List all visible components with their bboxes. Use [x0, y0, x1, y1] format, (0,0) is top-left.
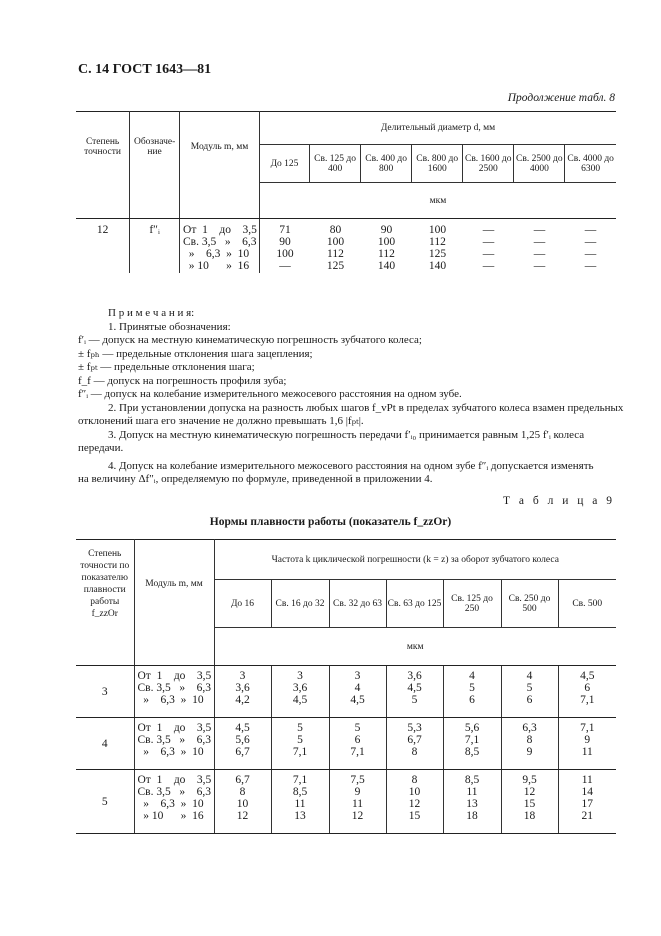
t8-cell: 140: [377, 260, 396, 272]
t8-cell: —: [482, 248, 495, 260]
t8-col-degree: Степень точности: [76, 112, 130, 183]
t8-diam-header: Св. 2500 до 4000: [514, 145, 565, 183]
t9-module-line: » 6,3 » 10: [137, 798, 204, 810]
t9-value-cell: 7,1 9 11: [558, 718, 616, 770]
t8-cell: —: [279, 260, 291, 272]
t9-value-cell: 5,3 6,7 8: [386, 718, 443, 770]
t8-col-designation: Обозначе-ние: [130, 112, 180, 183]
t9-module-line: » 10 » 16: [137, 810, 204, 822]
t9-value-cell: 8,5 11 13 18: [443, 770, 501, 834]
note-3-line2: передачи.: [78, 442, 124, 454]
t8-cell: —: [482, 260, 495, 272]
t9-value-cell: 4,5 6 7,1: [558, 666, 616, 718]
t9-module-line: » 6,3 » 10: [137, 694, 204, 706]
t9-unit: мкм: [214, 628, 616, 666]
t8-diam-header: До 125: [259, 145, 309, 183]
t9-value-cell: 5,6 7,1 8,5: [443, 718, 501, 770]
continuation-label: Продолжение табл. 8: [507, 92, 615, 104]
t9-group-header: Частота k циклической погрешности (k = z) за оборот зубчатого колеса: [214, 540, 616, 580]
t8-cell: 112: [327, 248, 344, 260]
t9-value-cell: 4 5 6: [501, 666, 558, 718]
t9-value-cell: 6,7 8 10 12: [214, 770, 271, 834]
t9-module-line: » 6,3 » 10: [137, 746, 204, 758]
notes: [78, 307, 624, 487]
page-header: С. 14 ГОСТ 1643—81: [78, 62, 212, 77]
t8-cell: —: [482, 236, 495, 248]
t8-cell: 71: [279, 224, 291, 236]
t8-module-line: Св. 3,5 » 6,3: [183, 236, 257, 248]
t9-modules: [134, 770, 214, 834]
t8-cell: 112: [429, 236, 446, 248]
t8-cell: 112: [378, 248, 395, 260]
t8-cell: 125: [326, 260, 345, 272]
t9-value-cell: 3 3,6 4,2: [214, 666, 271, 718]
table-9-label: Т а б л и ц а 9: [502, 495, 615, 507]
t8-diam-header: Св. 125 до 400: [310, 145, 361, 183]
note-3-line1: 3. Допуск на местную кинематическую погрешность передачи f′ᵢ₀ принимается равным 1,25 f′ᵢ колеса: [108, 428, 585, 441]
t9-module-line: От 1 до 3,5: [137, 670, 212, 682]
t8-cell: 125: [428, 248, 447, 260]
notes-title: П р и м е ч а н и я:: [108, 307, 195, 319]
t8-cell: 100: [326, 236, 345, 248]
t8-unit: мкм: [259, 183, 616, 219]
t8-cell: 140: [428, 260, 447, 272]
t8-cell: 100: [276, 248, 294, 260]
t9-freq-header: Св. 16 до 32: [271, 580, 329, 628]
t8-module-line: » 6,3 » 10: [183, 248, 250, 260]
t8-cell: —: [584, 224, 597, 236]
t9-freq-header: Св. 63 до 125: [386, 580, 443, 628]
t9-value-cell: 3 3,6 4,5: [271, 666, 329, 718]
t9-modules: [134, 666, 214, 718]
t9-freq-header: Св. 32 до 63: [329, 580, 386, 628]
t9-col-module: Модуль m, мм: [134, 540, 214, 628]
t9-value-cell: 6,3 8 9: [501, 718, 558, 770]
note-2-line1: 2. При установлении допуска на разность любых шагов f_vPt в пределах зубчатого колеса взамен предельных: [108, 401, 624, 414]
table-9: [76, 539, 616, 834]
t9-degree: 5: [76, 770, 134, 834]
t8-cell: —: [533, 260, 546, 272]
t8-diam-header: Св. 4000 до 6300: [565, 145, 616, 183]
t9-freq-header: До 16: [214, 580, 271, 628]
t8-cell: 90: [279, 236, 291, 248]
t8-degree: 12: [76, 219, 130, 273]
t9-modules: [134, 718, 214, 770]
t8-values: [259, 219, 616, 273]
t9-value-cell: 5 6 7,1: [329, 718, 386, 770]
t9-value-cell: 4 5 6: [443, 666, 501, 718]
t8-cell: 80: [329, 224, 342, 236]
note-1: 1. Принятые обозначения:: [108, 320, 231, 333]
t8-cell: —: [533, 236, 546, 248]
note-line-e: f″ᵢ — допуск на колебание измерительного межосевого расстояния на одном зубе.: [78, 388, 462, 400]
t9-col-degree: Степень точности по показателю плавности работы f_zzOr: [76, 540, 134, 628]
table-9-title: Нормы плавности работы (показатель f_zzOr): [209, 516, 452, 528]
t9-value-cell: 7,1 8,5 11 13: [271, 770, 329, 834]
t9-value-cell: 9,5 12 15 18: [501, 770, 558, 834]
t8-module-line: От 1 до 3,5: [183, 224, 257, 236]
t8-modules: [180, 219, 260, 273]
t8-col-module: Модуль m, мм: [180, 112, 260, 183]
t8-cell: —: [584, 248, 597, 260]
t8-cell: —: [533, 248, 546, 260]
note-line-b: ± fₚₕ — предельные отклонения шага зацепления;: [78, 347, 313, 360]
t8-cell: 100: [377, 236, 396, 248]
t8-cell: 90: [380, 224, 393, 236]
t9-value-cell: 3,6 4,5 5: [386, 666, 443, 718]
t9-value-cell: 5 5 7,1: [271, 718, 329, 770]
t9-value-cell: 3 4 4,5: [329, 666, 386, 718]
t8-group-header: Делительный диаметр d, мм: [259, 112, 616, 145]
note-line-c: ± fₚₜ — предельные отклонения шага;: [78, 361, 255, 373]
t9-module-line: Св. 3,5 » 6,3: [137, 786, 211, 798]
t9-module-line: От 1 до 3,5: [137, 774, 212, 786]
t8-diam-header: Св. 1600 до 2500: [463, 145, 514, 183]
t8-module-line: » 10 » 16: [183, 260, 250, 272]
t9-value-cell: 8 10 12 15: [386, 770, 443, 834]
t8-cell: 100: [428, 224, 447, 236]
t8-designation: f″ᵢ: [130, 219, 180, 273]
t8-cell: —: [584, 260, 597, 272]
t8-diam-header: Св. 800 до 1600: [412, 145, 463, 183]
t8-cell: —: [482, 224, 495, 236]
t9-module-line: Св. 3,5 » 6,3: [137, 682, 211, 694]
t9-value-cell: 11 14 17 21: [558, 770, 616, 834]
table-8: [76, 111, 616, 273]
t8-diam-header: Св. 400 до 800: [361, 145, 412, 183]
t9-value-cell: 4,5 5,6 6,7: [214, 718, 271, 770]
note-4-line2: на величину Δf″ᵢ, определяемую по формуле, приведенной в приложении 4.: [78, 473, 433, 485]
t8-cell: —: [533, 224, 546, 236]
t9-freq-header: Св. 250 до 500: [501, 580, 558, 628]
t9-degree: 3: [76, 666, 134, 718]
t9-module-line: От 1 до 3,5: [137, 722, 212, 734]
note-line-d: f_f — допуск на погрешность профиля зуба;: [78, 374, 287, 387]
note-line-a: f′ᵢ — допуск на местную кинематическую погрешность зубчатого колеса;: [78, 334, 422, 346]
t9-module-line: Св. 3,5 » 6,3: [137, 734, 211, 746]
t8-cell: —: [584, 236, 597, 248]
t9-freq-header: Св. 125 до 250: [443, 580, 501, 628]
t9-degree: 4: [76, 718, 134, 770]
t9-value-cell: 7,5 9 11 12: [329, 770, 386, 834]
note-2-line2: отклонений шага его значение не должно превышать 1,6 |fₚₜ|.: [78, 415, 364, 427]
note-4-line1: 4. Допуск на колебание измерительного межосевого расстояния на одном зубе f″ᵢ допускается изменять: [108, 459, 594, 472]
t9-freq-header: Св. 500: [558, 580, 616, 628]
